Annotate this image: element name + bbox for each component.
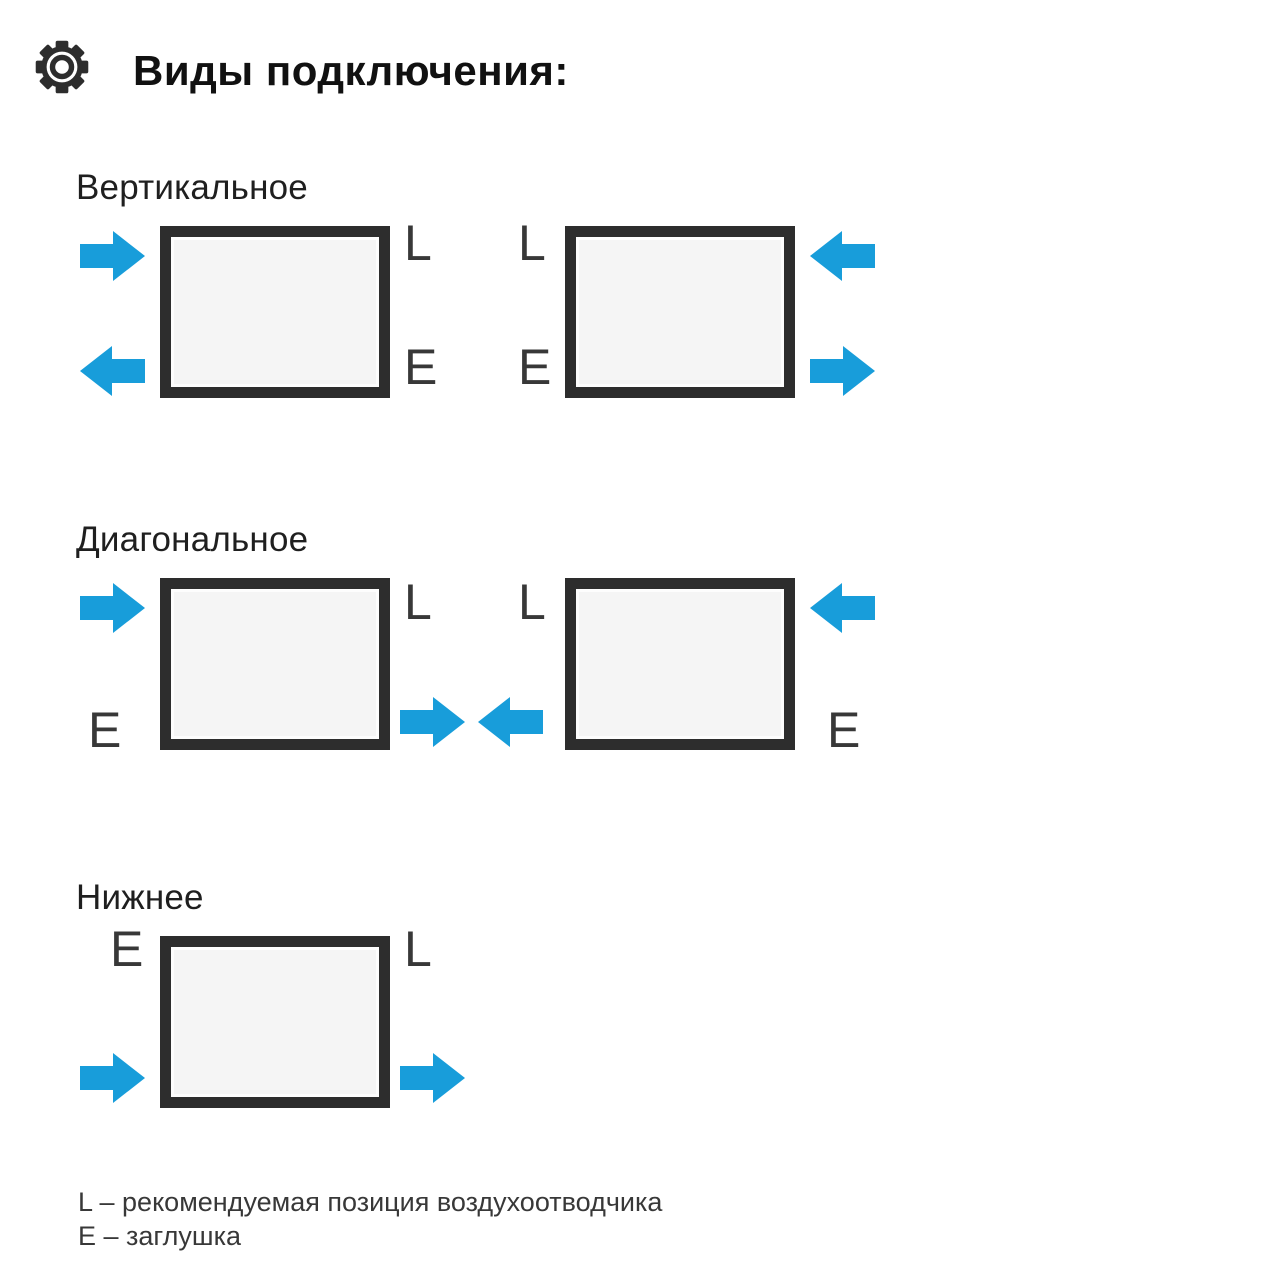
- port-label-e: E: [518, 339, 552, 395]
- flow-in-arrow-icon: [80, 1053, 145, 1103]
- radiator-rect: [160, 226, 390, 398]
- flow-in-arrow-icon: [810, 583, 875, 633]
- radiator-rect: [160, 936, 390, 1108]
- flow-out-arrow-icon: [810, 346, 875, 396]
- flow-out-arrow-icon: [400, 1053, 465, 1103]
- flow-in-arrow-icon: [810, 231, 875, 281]
- legend-line-l: L – рекомендуемая позиция воздухоотводчика: [78, 1187, 663, 1217]
- section-heading-vertical: Вертикальное: [76, 168, 308, 207]
- section-heading-diagonal: Диагональное: [76, 520, 309, 559]
- flow-out-arrow-icon: [80, 346, 145, 396]
- radiator-rect: [565, 578, 795, 750]
- gear-icon: [33, 38, 91, 96]
- port-label-l: L: [518, 215, 546, 271]
- section-heading-bottom: Нижнее: [76, 878, 204, 917]
- flow-in-arrow-icon: [80, 583, 145, 633]
- flow-out-arrow-icon: [478, 697, 543, 747]
- flow-out-arrow-icon: [400, 697, 465, 747]
- radiator-rect: [160, 578, 390, 750]
- flow-in-arrow-icon: [80, 231, 145, 281]
- legend-line-e: E – заглушка: [78, 1221, 242, 1251]
- port-label-l: L: [404, 574, 432, 630]
- port-label-l: L: [404, 215, 432, 271]
- port-label-e: E: [404, 339, 438, 395]
- page-title: Виды подключения:: [133, 47, 569, 94]
- radiator-rect: [565, 226, 795, 398]
- port-label-e: E: [88, 702, 122, 758]
- port-label-e: E: [827, 702, 861, 758]
- port-label-e: E: [110, 921, 144, 977]
- port-label-l: L: [404, 921, 432, 977]
- port-label-l: L: [518, 574, 546, 630]
